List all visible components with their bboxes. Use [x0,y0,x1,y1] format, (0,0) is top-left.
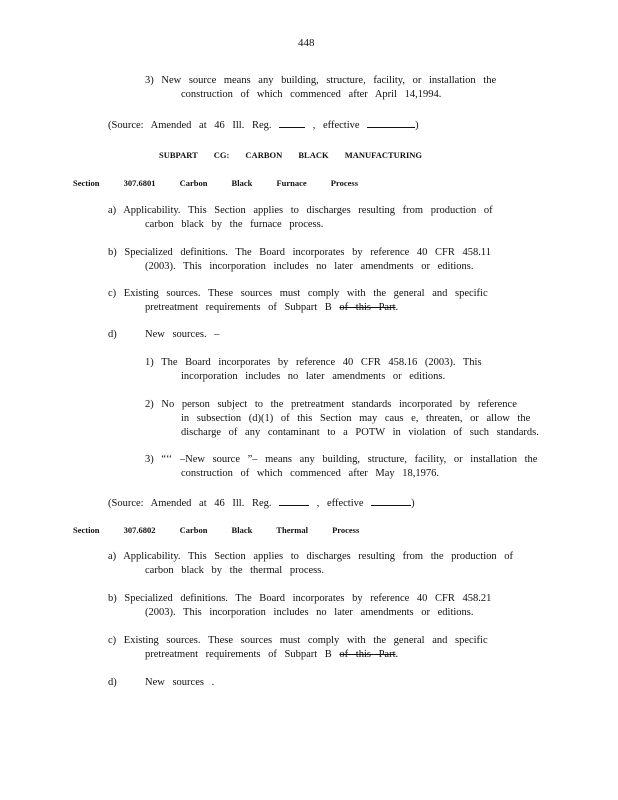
register-blank [279,495,309,506]
s6801-d1-line-2: incorporation includes no later amendments or editions. [181,371,446,382]
s6802-a-line-1: a) Applicability. This Section applies to discharges resulting from the production of [108,551,514,562]
source-text: (Source: Amended at 46 Ill. Reg. [108,120,272,131]
subpart-heading: SUBPART CG: CARBON BLACK MANUFACTURING [159,150,423,160]
source-note-2: (Source: Amended at 46 Ill. Reg. , effective ) [108,495,415,510]
s6802-b-line-2: (2003). This incorporation includes no later amendments or editions. [145,607,474,618]
source-note-1: (Source: Amended at 46 Ill. Reg. , effective ) [108,117,419,132]
section-6801-heading: Section 307.6801 Carbon Black Furnace Process [73,178,359,188]
s6801-d3-line-2: construction of which commenced after May 18,1976. [181,468,440,479]
s6802-d-text: New sources . [145,677,215,688]
s6801-b-line-1: b) Specialized definitions. The Board incorporates by reference 40 CFR 458.11 [108,247,491,258]
source-effective: , effective [312,120,360,131]
s6801-d3-line-1: 3) “‘‘ –New source ”– means any building, structure, facility, or installation the [145,454,538,465]
s6801-a-line-2: carbon black by the furnace process. [145,219,324,230]
s6802-c-line-2 [145,648,398,661]
struck-text: of this Part [339,649,396,660]
item-3-line-1: 3) New source means any building, structure, facility, or installation the [145,75,497,86]
s6801-d2-line-3: discharge of any contaminant to a POTW in violation of such standards. [181,427,539,438]
source-text: (Source: Amended at 46 Ill. Reg. [108,498,272,509]
s6801-d1-line-1: 1) The Board incorporates by reference 40 CFR 458.16 (2003). This [145,357,482,368]
s6801-c-line-1: c) Existing sources. These sources must comply with the general and specific [108,288,488,299]
effective-blank [371,495,411,506]
s6801-d-text: New sources. – [145,329,220,340]
s6802-c-line-1: c) Existing sources. These sources must comply with the general and specific [108,635,488,646]
source-effective: , effective [316,498,364,509]
register-blank [279,117,305,128]
s6801-d2-line-1: 2) No person subject to the pretreatment standards incorporated by reference [145,399,517,410]
item-3-line-2: construction of which commenced after April 14,1994. [181,89,442,100]
s6801-d-label: d) [108,329,117,340]
s6802-a-line-2: carbon black by the thermal process. [145,565,324,576]
c-text: pretreatment requirements of Subpart B [145,302,332,313]
c-text: pretreatment requirements of Subpart B [145,649,332,660]
struck-text: of this Part [339,302,396,313]
s6801-d2-line-2: in subsection (d)(1) of this Section may caus e, threaten, or allow the [181,413,531,424]
s6802-b-line-1: b) Specialized definitions. The Board incorporates by reference 40 CFR 458.21 [108,593,492,604]
section-6802-heading: Section 307.6802 Carbon Black Thermal Process [73,525,360,535]
c-period: . [395,302,399,313]
s6802-d-label: d) [108,677,117,688]
s6801-b-line-2: (2003). This incorporation includes no later amendments or editions. [145,261,474,272]
page-number: 448 [298,37,315,49]
s6801-c-line-2 [145,301,398,314]
c-period: . [395,649,399,660]
s6801-a-line-1: a) Applicability. This Section applies to discharges resulting from production of [108,205,493,216]
effective-blank [367,117,415,128]
